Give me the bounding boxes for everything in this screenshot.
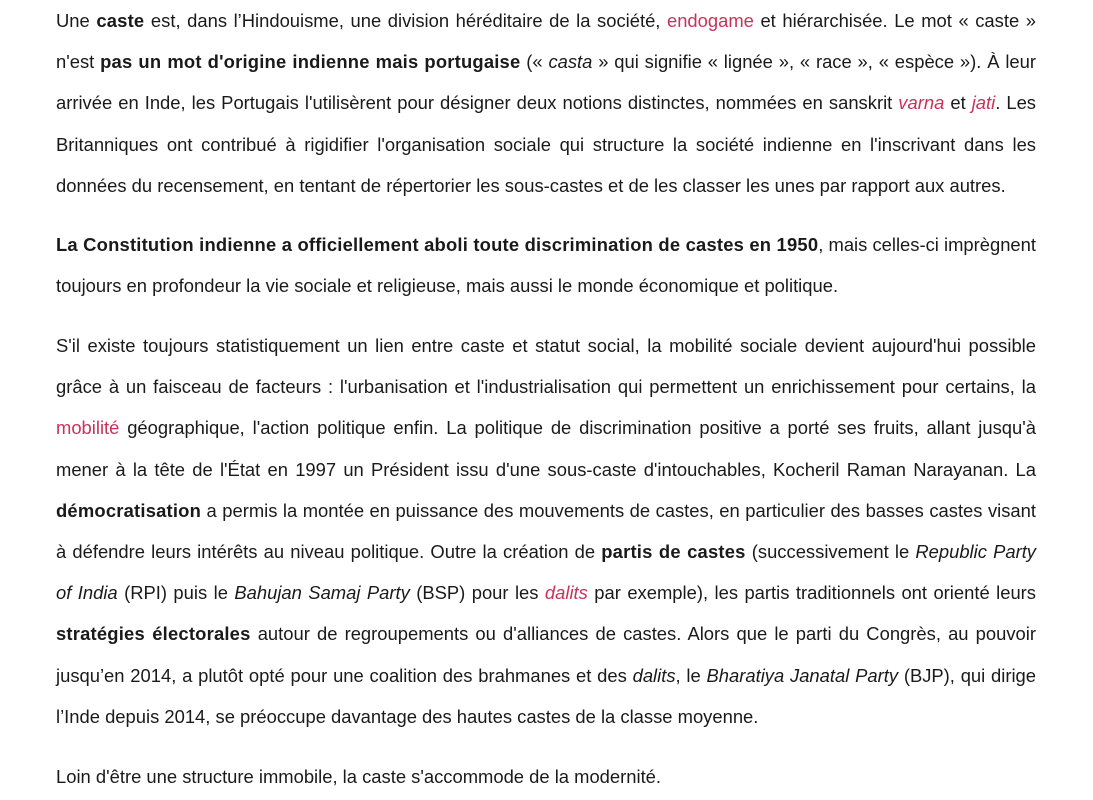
italic-term: dalits bbox=[632, 664, 676, 686]
paragraph-conclusion bbox=[56, 756, 1036, 797]
text: (BJP), qui dirige l’Inde depuis 2014, se préoccupe davantage des hautes castes de la classe moyenne. bbox=[56, 664, 1036, 727]
italic-term: Bahujan Samaj Party bbox=[234, 582, 410, 604]
paragraph-caste-definition bbox=[56, 0, 1036, 206]
bold-term: pas un mot d'origine indienne mais portugaise bbox=[100, 51, 521, 73]
bold-term: partis de castes bbox=[601, 541, 746, 563]
text: Loin d'être une structure immobile, la caste s'accommode de la modernité. bbox=[56, 766, 662, 787]
italic-term: Bharatiya Janatal Party bbox=[706, 664, 899, 686]
text: et bbox=[944, 92, 972, 114]
paragraph-social-mobility bbox=[56, 325, 1036, 737]
text: (successivement le bbox=[745, 541, 916, 563]
text: autour de regroupements ou d'alliances de castes. Alors que le parti du Congrès, au pouvoir jusqu’en 2014, a plutôt opté pour une coalition des brahmanes et des bbox=[56, 623, 1036, 686]
text: » qui signifie « lignée », « race », « espèce »). À leur arrivée en Inde, les Portugais l'utilisèrent pour désigner deux notions distinctes, nommées en sanskrit bbox=[56, 51, 1036, 114]
text: (« bbox=[520, 51, 549, 73]
link-varna[interactable]: varna bbox=[898, 92, 945, 114]
text: , le bbox=[675, 664, 707, 686]
bold-term: démocratisation bbox=[56, 499, 202, 521]
italic-term: casta bbox=[548, 51, 593, 73]
text: S'il existe toujours statistiquement un lien entre caste et statut social, la mobilité sociale devient aujourd'hui possible grâce à un faisceau de facteurs : l'urbanisation et l'industrialisation qui permettent un enrichissement pour certains, la bbox=[56, 335, 1036, 398]
link-dalits[interactable]: dalits bbox=[544, 582, 588, 604]
link-endogame[interactable]: endogame bbox=[666, 10, 754, 31]
bold-term: La Constitution indienne a officiellement aboli toute discrimination de castes en 1950 bbox=[56, 234, 819, 255]
paragraph-constitution bbox=[56, 224, 1036, 306]
bold-term: stratégies électorales bbox=[56, 623, 251, 645]
text: par exemple), les partis traditionnels ont orienté leurs bbox=[587, 582, 1036, 604]
bold-term: caste bbox=[96, 10, 145, 31]
text: et hiérarchisée. Le mot « caste » n'est bbox=[56, 10, 1036, 73]
text: . Les Britanniques ont contribué à rigidifier l'organisation sociale qui structure la société indienne en l'inscrivant dans les données du recensement, en tentant de répertorier les sous-castes et de les classer les unes par rapport aux autres. bbox=[56, 92, 1037, 196]
text: géographique, l'action politique enfin. La politique de discrimination positive a porté ses fruits, allant jusqu'à mener à la tête de l'État en 1997 un Président issu d'une sous-caste d'intouchables, Kocheril Raman Narayanan. La bbox=[56, 417, 1036, 480]
text: (BSP) pour les bbox=[409, 582, 545, 604]
link-jati[interactable]: jati bbox=[971, 92, 996, 114]
text: , mais celles-ci imprègnent toujours en profondeur la vie sociale et religieuse, mais aussi le monde économique et politique. bbox=[56, 234, 1036, 297]
text: est, dans l’Hindouisme, une division héréditaire de la société, bbox=[144, 10, 667, 31]
text: a permis la montée en puissance des mouvements de castes, en particulier des basses castes visant à défendre leurs intérêts au niveau politique. Outre la création de bbox=[56, 499, 1036, 563]
link-mobilite[interactable]: mobilité bbox=[56, 417, 120, 439]
text: Une bbox=[56, 10, 97, 31]
italic-term: Republic Party of India bbox=[56, 541, 1037, 604]
text: (RPI) puis le bbox=[117, 582, 235, 604]
